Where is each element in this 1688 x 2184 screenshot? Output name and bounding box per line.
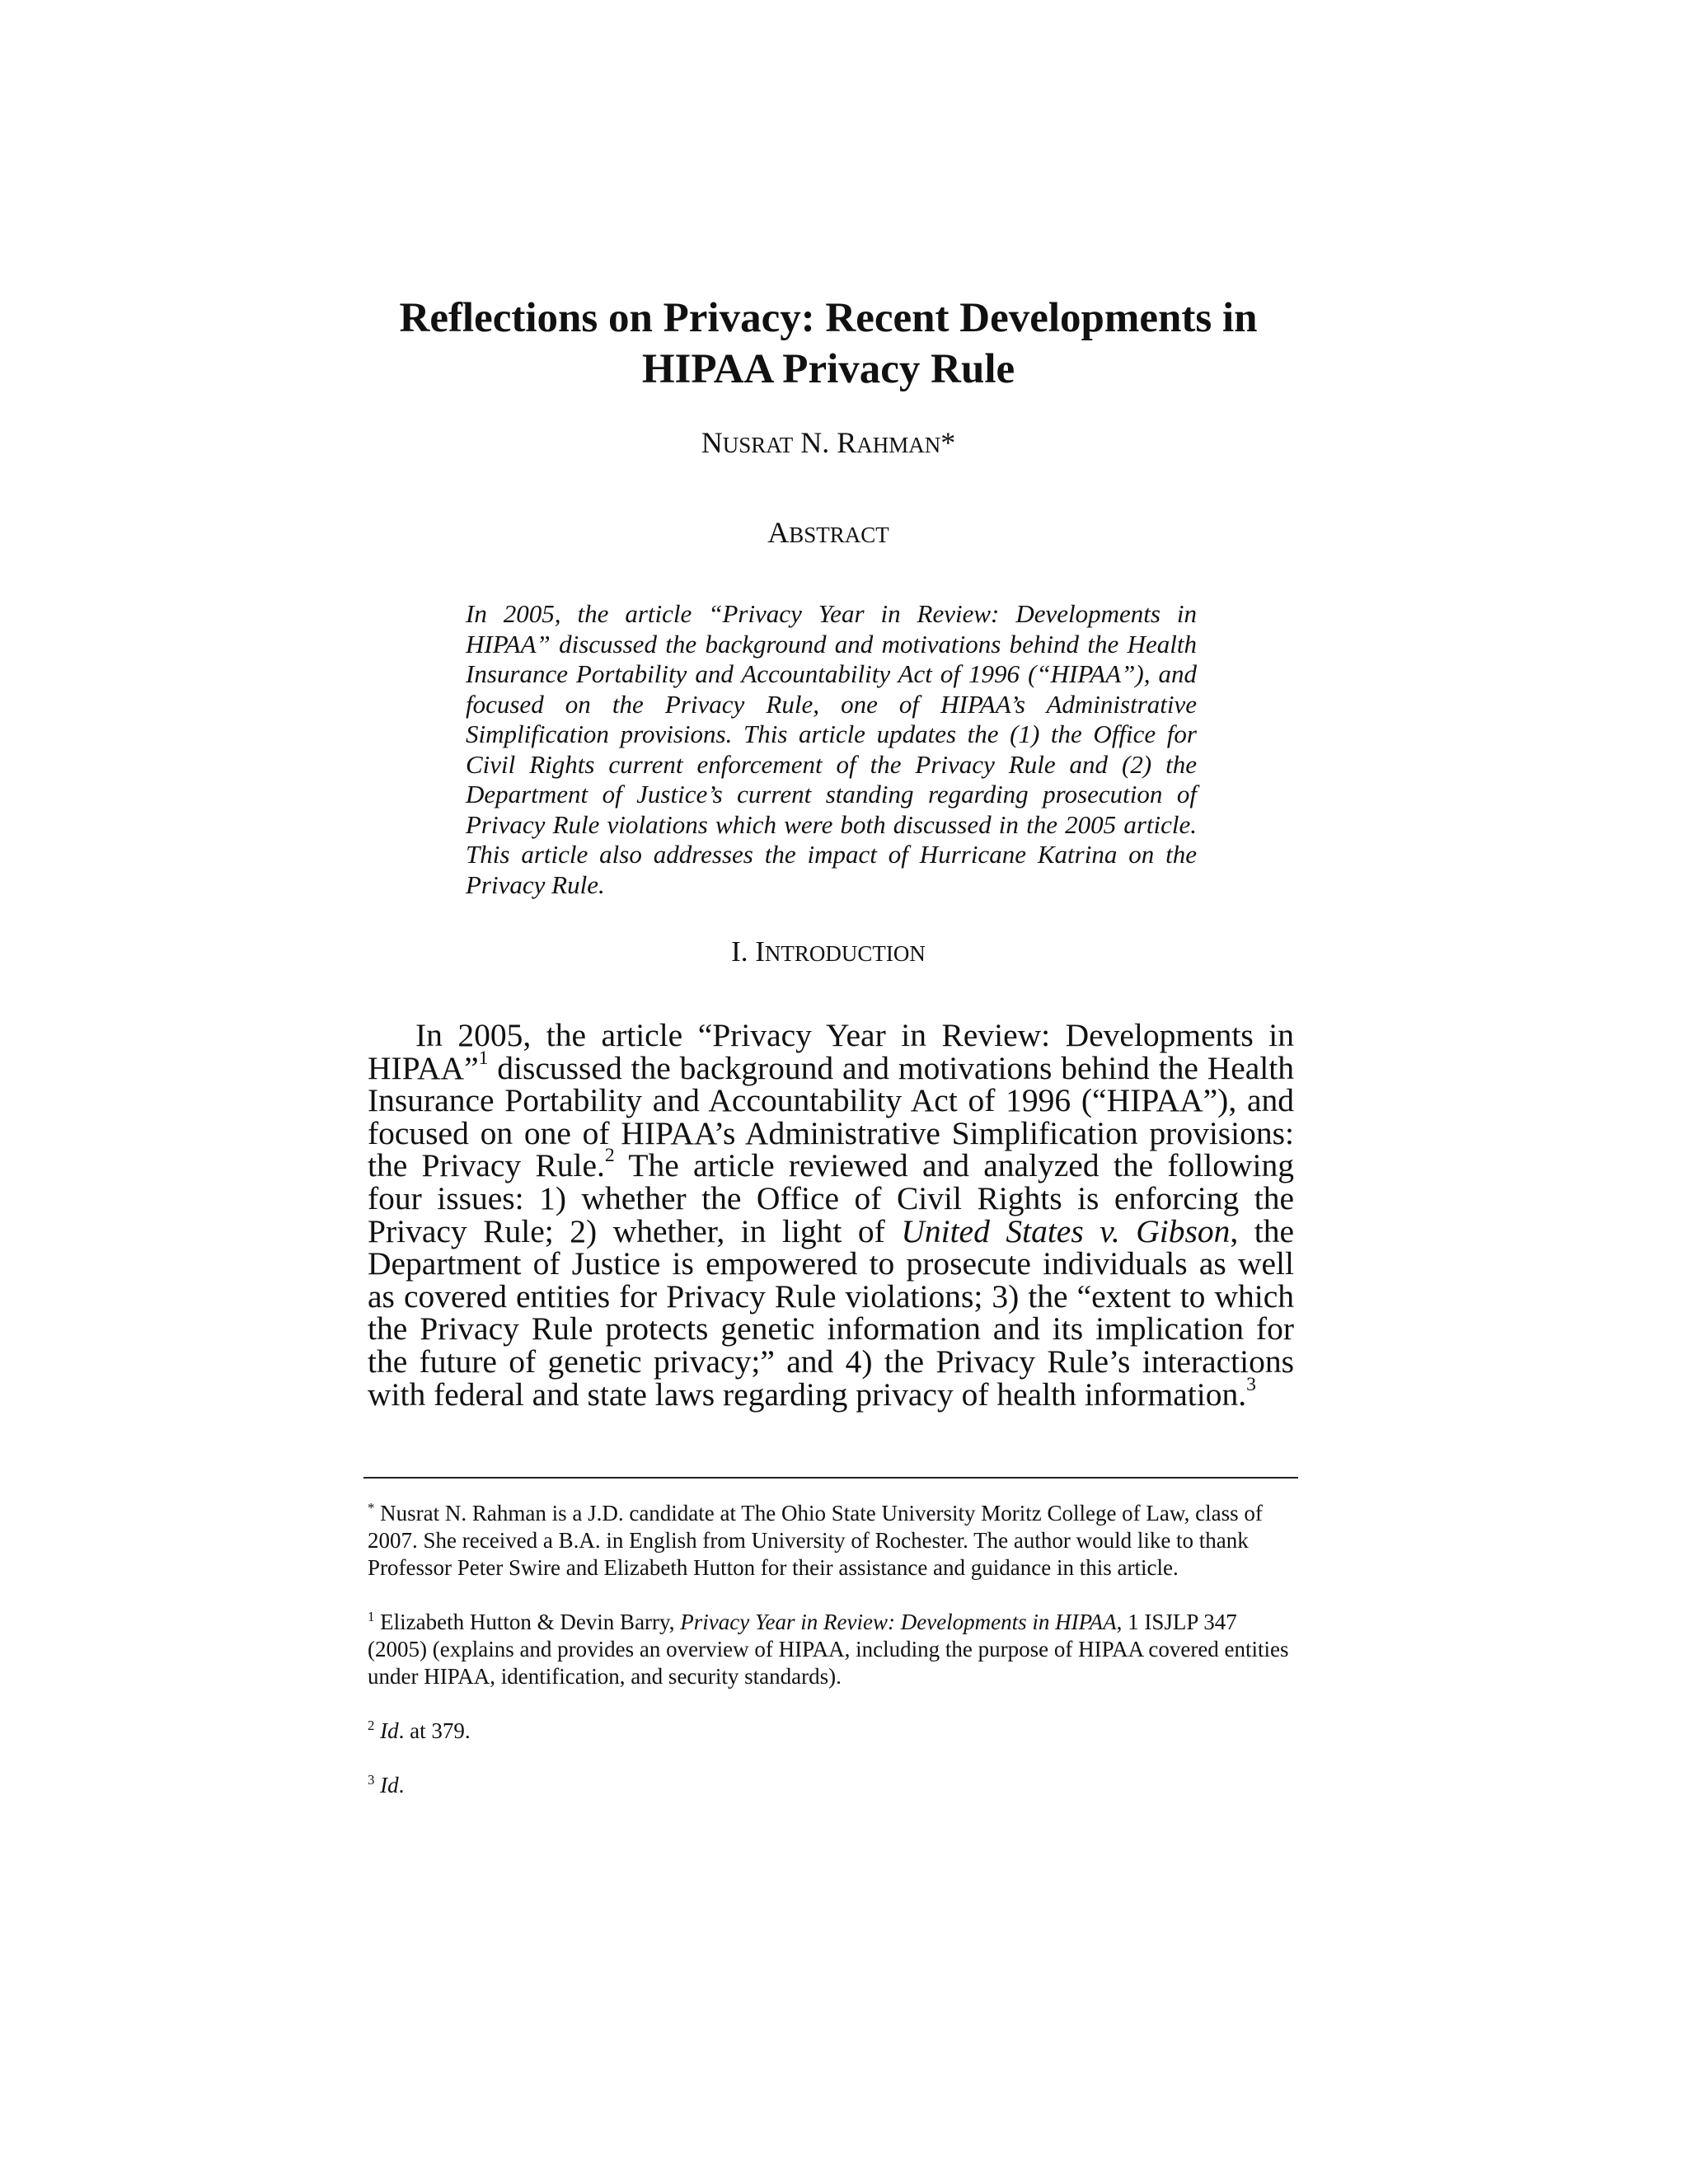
case-name: United States v. Gibson	[901, 1212, 1231, 1249]
intro-text-part1: In 2005, the article “Privacy Year in Review: Developments in HIPAA”	[368, 1017, 1294, 1086]
footnote-3-text: .	[398, 1773, 405, 1797]
footnote-ref-3[interactable]: 3	[1246, 1373, 1256, 1395]
footnote-ref-1[interactable]: 1	[478, 1047, 489, 1069]
footnote-3	[368, 1772, 1291, 1799]
author-last-initial: R	[837, 426, 857, 459]
footnote-1	[368, 1609, 1291, 1690]
section-heading-initial: I	[755, 935, 765, 968]
footnote-1-marker: 1	[368, 1608, 375, 1624]
intro-text-part2: discussed the background and motivations behind the Health Insurance Portability and Accountability Act of 1996 (“HIPAA”), and focused on one of HIPAA’s Administrative Simplification provisions: the Privacy Rule.	[368, 1049, 1294, 1184]
intro-text-part4: , the Department of Justice is empowered to prosecute individuals as well as covered entities for Privacy Rule violations; 3) the “extent to which the Privacy Rule protects genetic information and its implication for the future of genetic privacy;” and 4) the Privacy Rule’s interactions with federal and state laws regarding privacy of health information.	[368, 1212, 1294, 1413]
abstract-heading-rest: BSTRACT	[789, 523, 889, 547]
footnote-star	[368, 1500, 1291, 1582]
intro-text-part3: The article reviewed and analyzed the following four issues: 1) whether the Office of Civil Rights is enforcing the Privacy Rule; 2) whether, in light of	[368, 1147, 1294, 1249]
author-byline	[363, 424, 1294, 463]
footnote-star-text: Nusrat N. Rahman is a J.D. candidate at The Ohio State University Moritz College of Law, class of 2007. She received a B.A. in English from University of Rochester. The author would like to thank Professor Peter Swire and Elizabeth Hutton for their assistance and guidance in this article.	[368, 1501, 1263, 1580]
author-middle: N.	[800, 426, 830, 459]
footnote-1-text-post: , 1 ISJLP 347 (2005) (explains and provides an overview of HIPAA, including the purpose of HIPAA covered entities under HIPAA, identification, and security standards).	[368, 1610, 1289, 1689]
footnote-2-id: Id	[380, 1718, 399, 1743]
section-number: I.	[731, 935, 748, 968]
footnote-divider	[363, 1477, 1298, 1479]
footnote-1-cited-title: Privacy Year in Review: Developments in HIPAA	[680, 1610, 1117, 1634]
footnote-2-text: . at 379.	[398, 1718, 471, 1743]
abstract-heading-initial: A	[767, 516, 790, 549]
footnote-2-marker: 2	[368, 1717, 375, 1733]
footnote-ref-2[interactable]: 2	[604, 1145, 615, 1167]
abstract-heading	[363, 514, 1294, 553]
footnote-3-marker: 3	[368, 1771, 375, 1788]
footnote-1-text-pre: Elizabeth Hutton & Devin Barry,	[374, 1610, 681, 1634]
footnote-3-id: Id	[380, 1773, 399, 1797]
paper-title: Reflections on Privacy: Recent Developments in HIPAA Privacy Rule	[399, 295, 1258, 392]
author-footnote-marker: *	[940, 426, 956, 459]
footnote-2	[368, 1718, 1291, 1745]
abstract-text: In 2005, the article “Privacy Year in Review: Developments in HIPAA” discussed the background and motivations behind the Health Insurance Portability and Accountability Act of 1996 (“HIPAA”), and focused on the Privacy Rule, one of HIPAA’s Administrative Simplification provisions. This article updates the (1) the Office for Civil Rights current enforcement of the Privacy Rule and (2) the Department of Justice’s current standing regarding prosecution of Privacy Rule violations which were both discussed in the 2005 article. This article also addresses the impact of Hurricane Katrina on the Privacy Rule.	[466, 599, 1197, 899]
author-last-rest: AHMAN	[856, 433, 941, 457]
section-heading-introduction	[363, 934, 1294, 972]
introduction-paragraph	[368, 1019, 1294, 1411]
footnotes	[368, 1500, 1291, 1826]
section-heading-rest: NTRODUCTION	[764, 941, 926, 966]
author-first-rest: USRAT	[722, 433, 794, 457]
footnote-star-marker: *	[368, 1499, 375, 1516]
author-first-initial: N	[701, 426, 723, 459]
